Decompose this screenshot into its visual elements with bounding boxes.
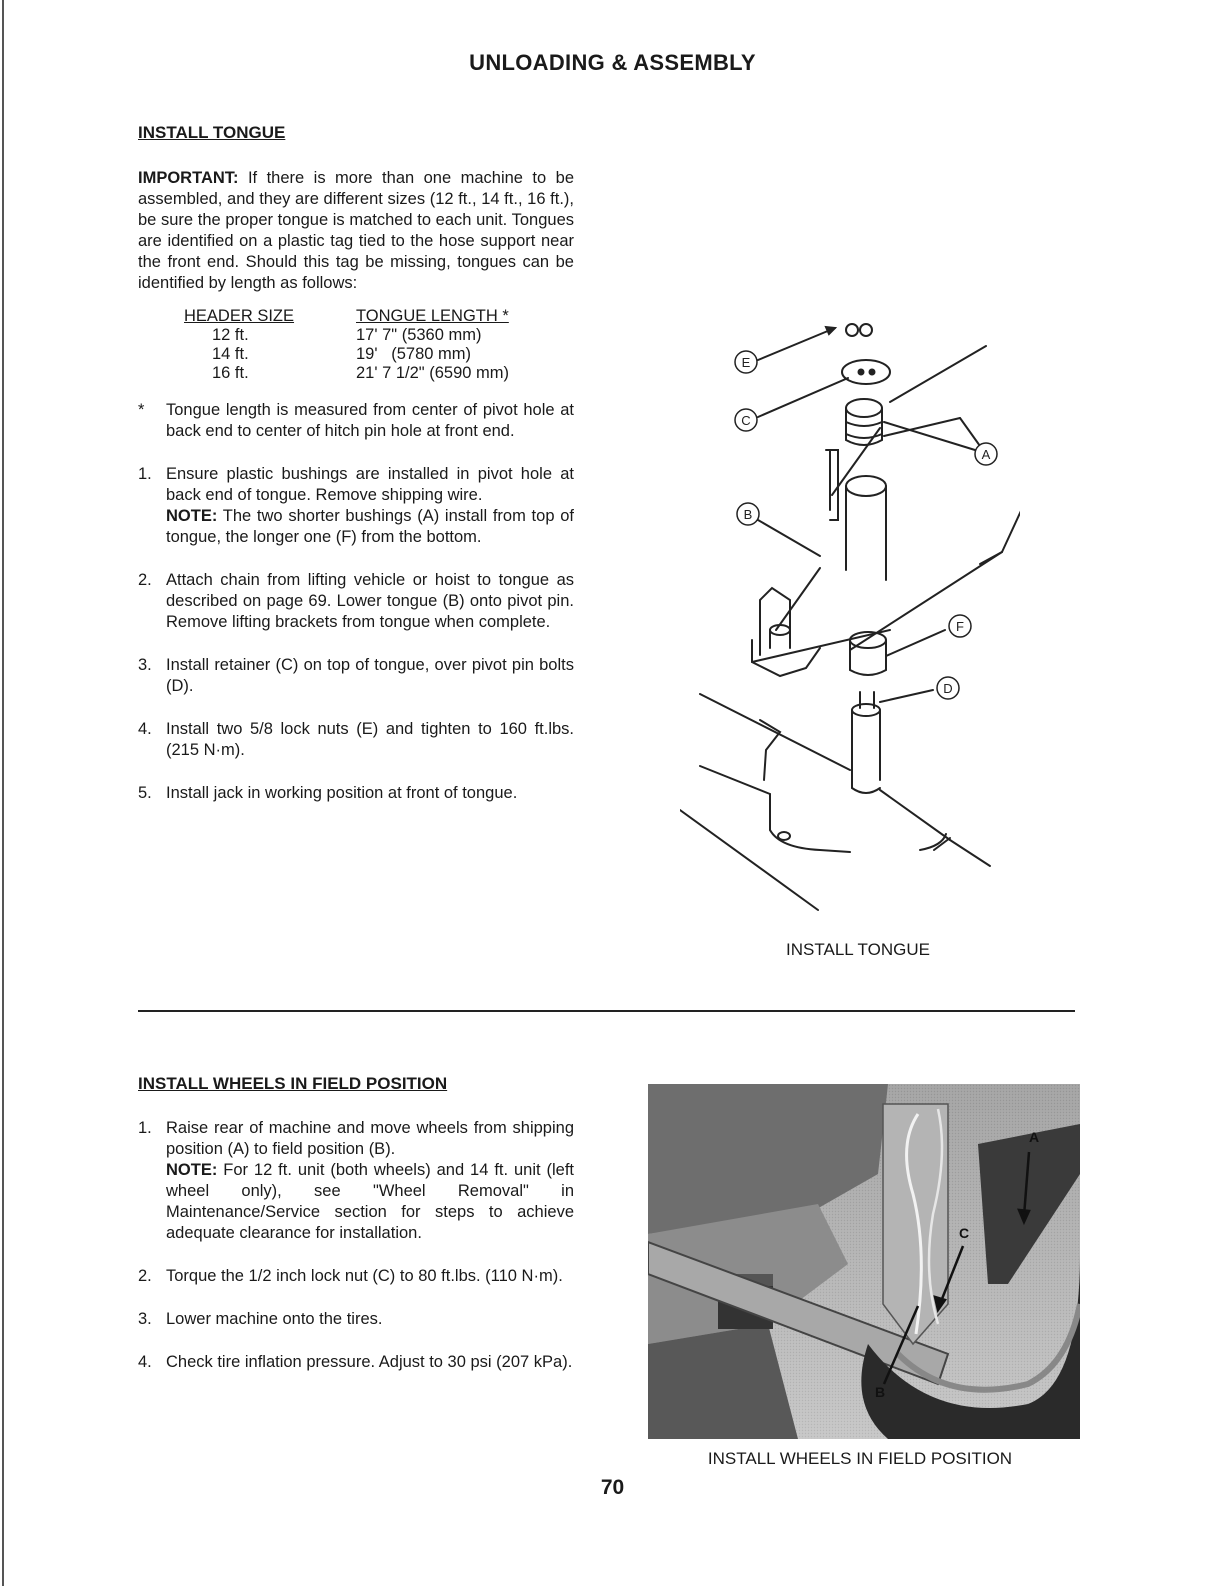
size-cell: 14 ft. <box>212 345 249 363</box>
list-item <box>138 464 574 548</box>
footnote-asterisk: * <box>138 401 145 419</box>
important-label: IMPORTANT: <box>138 169 239 187</box>
wheels-heading: INSTALL WHEELS IN FIELD POSITION <box>138 1074 448 1093</box>
step-number: 1. <box>138 1119 152 1137</box>
step-number: 4. <box>138 720 152 738</box>
table-row <box>184 364 509 383</box>
photo-callout-a: A <box>1028 1129 1040 1145</box>
section-divider <box>138 1010 1075 1012</box>
footnote-text: Tongue length is measured from center of pivot hole at back end to center of hitch pin hole at front end. <box>166 401 574 440</box>
callout-d-label: D <box>943 681 953 696</box>
step-text: Install jack in working position at front of tongue. <box>166 784 518 802</box>
important-paragraph <box>138 168 574 294</box>
note-label: NOTE: <box>166 1161 218 1179</box>
note-text: The two shorter bushings (A) install from top of tongue, the longer one (F) from the bottom. <box>166 507 574 546</box>
tongue-length-column: TONGUE LENGTH * <box>356 307 509 325</box>
step-number: 4. <box>138 1353 152 1371</box>
list-item <box>138 1266 574 1287</box>
step-text: Install two 5/8 lock nuts (E) and tighten to 160 ft.lbs. (215 N·m). <box>166 720 574 759</box>
callout-b-label: B <box>743 507 753 522</box>
page-title: UNLOADING & ASSEMBLY <box>469 50 756 75</box>
callout-f-label: F <box>956 619 964 634</box>
step-number: 3. <box>138 1310 152 1328</box>
note-text: For 12 ft. unit (both wheels) and 14 ft. unit (left wheel only), see "Wheel Removal" in Maintenance/Service section for steps to achieve adequate clearance for installation. <box>166 1161 574 1242</box>
list-item <box>138 655 574 697</box>
step-number: 3. <box>138 656 152 674</box>
length-cell: 19' (5780 mm) <box>356 345 472 363</box>
size-cell: 16 ft. <box>212 364 249 382</box>
list-item <box>138 1309 574 1330</box>
size-cell: 12 ft. <box>212 326 249 344</box>
photo-callout-b: B <box>874 1384 886 1400</box>
callout-c-label: C <box>741 413 751 428</box>
important-text: If there is more than one machine to be assembled, and they are different sizes (12 ft., 14 ft., 16 ft.), be sure the proper tongue is matched to each unit. Tongues are identified on a plastic tag tied to the hose support near the front end. Should this tag be missing, tongues can be identified by length as follows: <box>138 169 574 292</box>
tongue-length-table <box>184 307 509 383</box>
step-number: 5. <box>138 784 152 802</box>
footnote <box>138 400 574 442</box>
step-text: Install retainer (C) on top of tongue, over pivot pin bolts (D). <box>166 656 574 695</box>
callout-e-label: E <box>741 355 751 370</box>
table-row <box>184 345 509 364</box>
step-number: 1. <box>138 465 152 483</box>
list-item <box>138 1352 574 1373</box>
step-text: Ensure plastic bushings are installed in pivot hole at back end of tongue. Remove shipping wire. <box>166 465 574 504</box>
callout-a-label: A <box>981 447 991 462</box>
step-text: Raise rear of machine and move wheels from shipping position (A) to field position (B). <box>166 1119 574 1158</box>
tongue-section <box>138 122 574 804</box>
page-edge <box>2 0 4 1586</box>
wheels-section <box>138 1073 574 1373</box>
step-text: Torque the 1/2 inch lock nut (C) to 80 ft.lbs. (110 N·m). <box>166 1267 563 1285</box>
note-label: NOTE: <box>166 507 218 525</box>
step-text: Attach chain from lifting vehicle or hoist to tongue as described on page 69. Lower tongue (B) onto pivot pin. Remove lifting brackets from tongue when complete. <box>166 571 574 631</box>
header-size-column: HEADER SIZE <box>184 307 295 325</box>
page-number: 70 <box>600 1476 625 1499</box>
wheel-photo <box>648 1084 1080 1439</box>
list-item <box>138 1118 574 1244</box>
table-row <box>184 326 509 345</box>
tongue-figure-caption: INSTALL TONGUE <box>786 940 930 959</box>
length-cell: 17' 7" (5360 mm) <box>356 326 482 344</box>
tongue-heading: INSTALL TONGUE <box>138 123 286 142</box>
wheels-figure-caption: INSTALL WHEELS IN FIELD POSITION <box>707 1449 1013 1468</box>
step-number: 2. <box>138 571 152 589</box>
list-item <box>138 719 574 761</box>
step-text: Check tire inflation pressure. Adjust to 30 psi (207 kPa). <box>166 1353 573 1371</box>
step-number: 2. <box>138 1267 152 1285</box>
list-item <box>138 570 574 633</box>
tongue-diagram <box>680 310 1020 915</box>
list-item <box>138 783 574 804</box>
step-text: Lower machine onto the tires. <box>166 1310 383 1328</box>
photo-callout-c: C <box>958 1225 970 1241</box>
length-cell: 21' 7 1/2" (6590 mm) <box>356 364 509 382</box>
